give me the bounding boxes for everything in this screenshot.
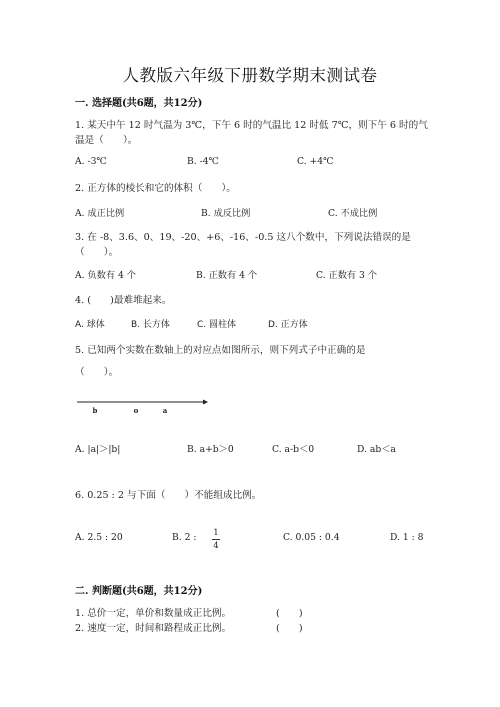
question-6: 6. 0.25 : 2 与下面（ ）不能组成比例。 xyxy=(75,490,262,501)
q6-option-c: C. 0.05 : 0.4 xyxy=(283,532,340,543)
axis-label-b: b xyxy=(92,406,98,415)
q4-option-c: C. 圆柱体 xyxy=(197,320,237,330)
q3-option-a: A. 负数有 4 个 xyxy=(75,270,136,281)
q5-option-c: C. a-b＜0 xyxy=(272,444,315,455)
q1-option-b: B. -4℃ xyxy=(187,156,219,167)
q2-option-a: A. 成正比例 xyxy=(75,208,125,219)
question-4: 4. ( )最难堆起来。 xyxy=(75,295,172,306)
judgement-2-blank: ( ) xyxy=(276,623,303,634)
judgement-1: 1. 总价一定，单价和数量成正比例。 xyxy=(75,608,232,619)
page-title: 人教版六年级下册数学期末测试卷 xyxy=(122,66,378,85)
q6-option-b: B. 2 : xyxy=(172,532,197,543)
fraction-bar xyxy=(212,539,220,540)
q6-option-d: D. 1 : 8 xyxy=(390,532,424,543)
question-1-line2: 温是（ ）。 xyxy=(75,135,138,146)
fraction-denominator: 4 xyxy=(213,541,219,551)
question-2: 2. 正方体的棱长和它的体积（ ）。 xyxy=(75,183,236,194)
number-line-figure xyxy=(75,395,215,419)
q2-option-b: B. 成反比例 xyxy=(201,208,251,219)
q3-option-c: C. 正数有 3 个 xyxy=(316,270,377,281)
q1-option-a: A. -3℃ xyxy=(75,156,107,167)
axis-label-a: a xyxy=(162,406,168,415)
q5-option-b: B. a+b＞0 xyxy=(187,444,234,455)
q5-option-a: A. |a|＞|b| xyxy=(75,444,121,455)
axis-label-o: o xyxy=(133,406,139,415)
q4-option-d: D. 正方体 xyxy=(268,320,308,330)
q6-option-a: A. 2.5 : 20 xyxy=(75,532,123,543)
q6-fraction-one-quarter xyxy=(212,528,220,551)
q4-option-a: A. 球体 xyxy=(75,320,105,330)
number-line-arrow xyxy=(203,400,208,405)
q4-option-b: B. 长方体 xyxy=(131,320,170,330)
question-3-line2: （ ）。 xyxy=(75,247,119,258)
fraction-numerator: 1 xyxy=(213,528,219,538)
q1-option-c: C. +4℃ xyxy=(297,156,334,167)
question-3-line1: 3. 在 -8、3.6、0、19、-20、+6、-16、-0.5 这八个数中，下列说法错误的是 xyxy=(75,232,411,243)
q2-option-c: C. 不成比例 xyxy=(328,208,378,219)
question-1-line1: 1. 某天中午 12 时气温为 3℃，下午 6 时的气温比 12 时低 7℃，则下午 6 时的气 xyxy=(75,120,428,131)
question-5-line2: （ ）。 xyxy=(75,367,119,378)
section1-heading: 一. 选择题(共6题，共12分) xyxy=(75,98,203,109)
judgement-1-blank: ( ) xyxy=(276,608,303,619)
section2-heading: 二. 判断题(共6题，共12分) xyxy=(75,586,203,597)
question-5-line1: 5. 已知两个实数在数轴上的对应点如图所示，则下列式子中正确的是 xyxy=(75,345,366,356)
q5-option-d: D. ab＜a xyxy=(357,444,396,455)
judgement-2: 2. 速度一定，时间和路程成正比例。 xyxy=(75,623,232,634)
q3-option-b: B. 正数有 4 个 xyxy=(196,270,258,281)
